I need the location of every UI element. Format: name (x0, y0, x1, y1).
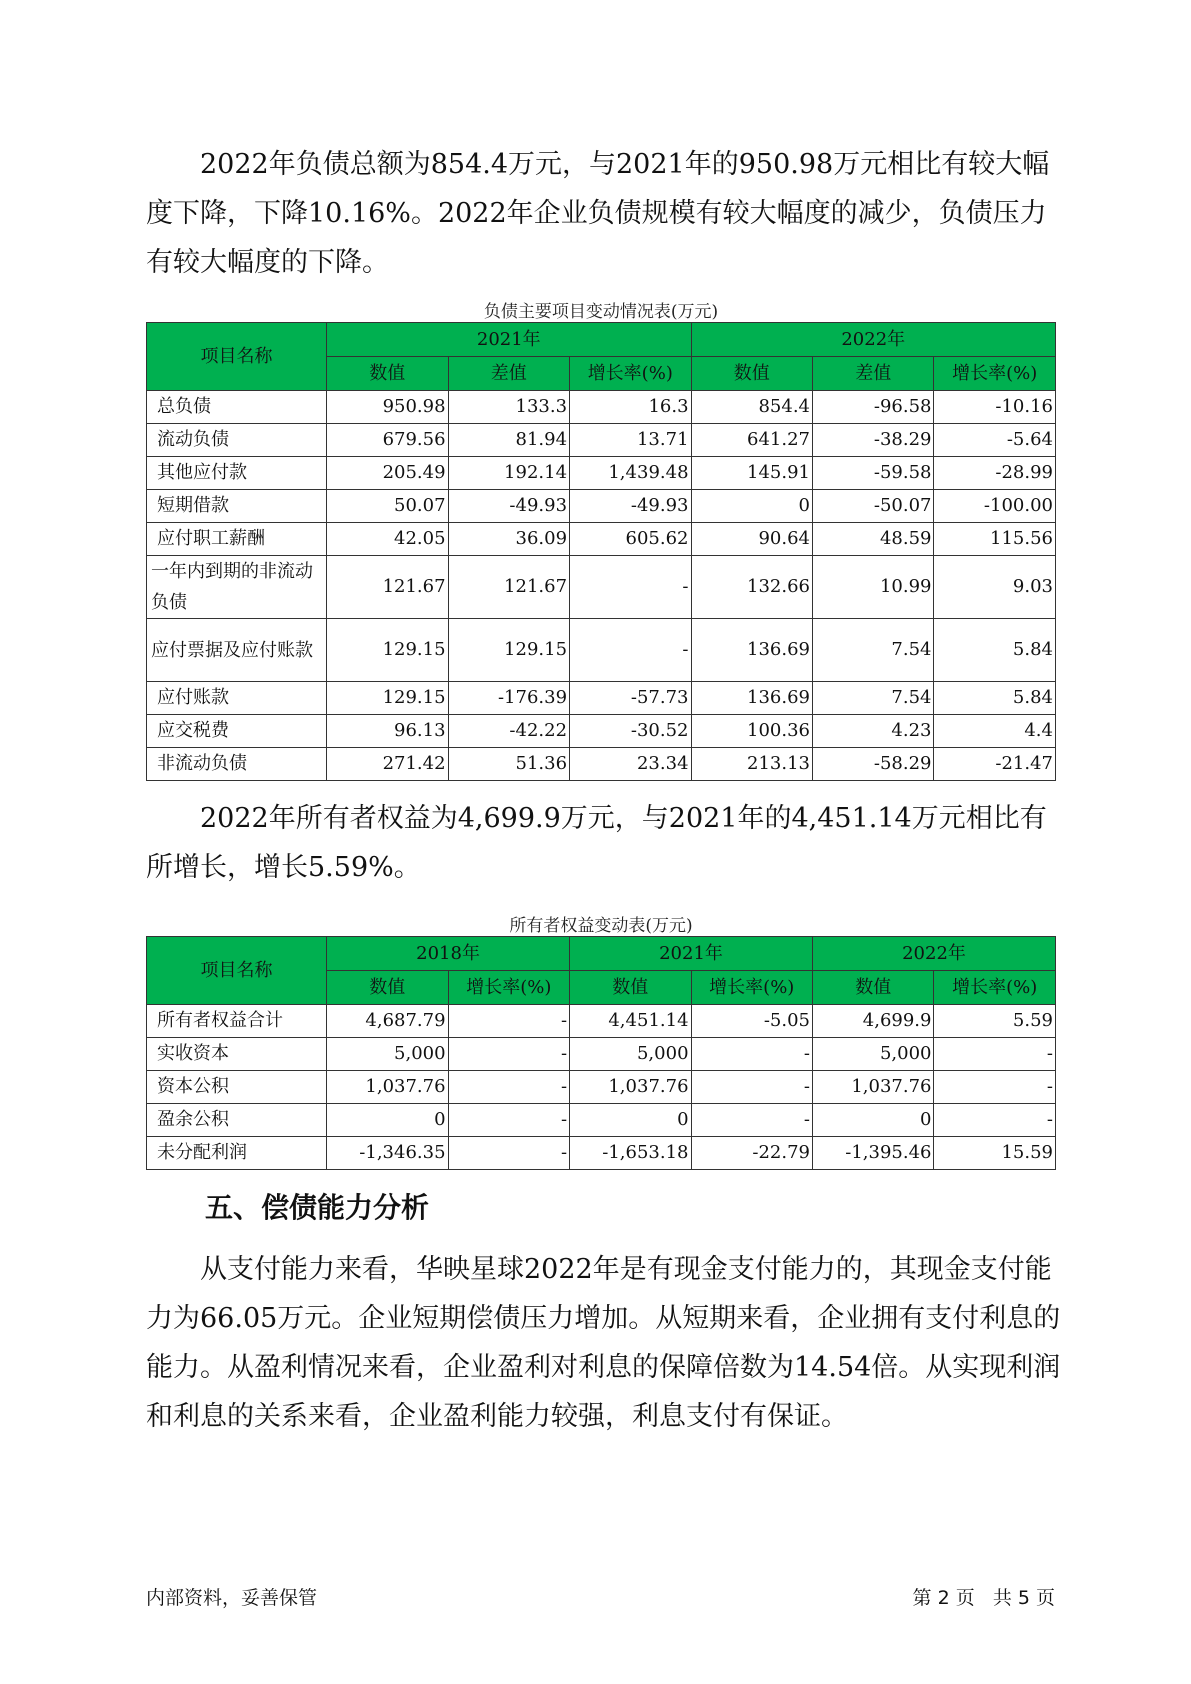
cell-value: - (934, 1071, 1056, 1104)
cell-value: 192.14 (448, 457, 569, 490)
cell-value: 5.59 (934, 1005, 1056, 1038)
table2-caption: 所有者权益变动表(万元) (509, 916, 693, 936)
cell-value: - (691, 1104, 812, 1137)
cell-value: 145.91 (691, 457, 812, 490)
debt-items-table (146, 322, 1056, 781)
cell-value: 5.84 (934, 682, 1056, 715)
paragraph-debt-summary: 2022年负债总额为854.4万元，与2021年的950.98万元相比有较大幅度下降，下降10.16%。2022年企业负债规模有较大幅度的减少，负债压力有较大幅度的下降。 (146, 149, 1050, 278)
cell-value: 679.56 (327, 424, 448, 457)
cell-value: 4.23 (813, 715, 934, 748)
cell-value: 0 (691, 490, 812, 523)
cell-value: - (448, 1137, 569, 1170)
row-label: 流动负债 (147, 424, 327, 457)
cell-value: 950.98 (327, 391, 448, 424)
cell-value: 42.05 (327, 523, 448, 556)
year-header-2018: 2018年 (327, 937, 570, 971)
cell-value: 48.59 (813, 523, 934, 556)
cell-value: - (570, 556, 691, 619)
cell-value: 100.36 (691, 715, 812, 748)
cell-value: 81.94 (448, 424, 569, 457)
cell-value: 205.49 (327, 457, 448, 490)
cell-value: -96.58 (813, 391, 934, 424)
row-label: 非流动负债 (147, 748, 327, 781)
cell-value: -1,653.18 (570, 1137, 691, 1170)
cell-value: 213.13 (691, 748, 812, 781)
cell-value: 7.54 (813, 682, 934, 715)
row-label: 应付票据及应付账款 (147, 619, 327, 682)
table-row (147, 424, 1056, 457)
table-row (147, 715, 1056, 748)
column-header: 数值 (327, 357, 448, 391)
column-header: 增长率(%) (934, 971, 1056, 1005)
cell-value: -59.58 (813, 457, 934, 490)
table-row (147, 1137, 1056, 1170)
row-label: 资本公积 (147, 1071, 327, 1104)
column-header: 差值 (813, 357, 934, 391)
cell-value: 854.4 (691, 391, 812, 424)
cell-value: 0 (813, 1104, 934, 1137)
cell-value: 5,000 (813, 1038, 934, 1071)
year-header-2021: 2021年 (570, 937, 813, 971)
cell-value: - (934, 1038, 1056, 1071)
year-header-2022: 2022年 (813, 937, 1056, 971)
cell-value: 129.15 (327, 682, 448, 715)
cell-value: 1,439.48 (570, 457, 691, 490)
cell-value: 5.84 (934, 619, 1056, 682)
footer-confidential: 内部资料，妥善保管 (146, 1587, 318, 1609)
cell-value: 96.13 (327, 715, 448, 748)
column-header: 数值 (570, 971, 691, 1005)
table-row (147, 457, 1056, 490)
cell-value: -1,395.46 (813, 1137, 934, 1170)
cell-value: -49.93 (448, 490, 569, 523)
cell-value: - (691, 1038, 812, 1071)
cell-value: -22.79 (691, 1137, 812, 1170)
cell-value: 4,451.14 (570, 1005, 691, 1038)
cell-value: 0 (327, 1104, 448, 1137)
cell-value: 129.15 (327, 619, 448, 682)
cell-value: -100.00 (934, 490, 1056, 523)
cell-value: 9.03 (934, 556, 1056, 619)
table-row (147, 391, 1056, 424)
section-heading: 五、偿债能力分析 (205, 1191, 430, 1224)
cell-value: 132.66 (691, 556, 812, 619)
cell-value: -49.93 (570, 490, 691, 523)
cell-value: -42.22 (448, 715, 569, 748)
row-label: 短期借款 (147, 490, 327, 523)
row-label: 一年内到期的非流动负债 (147, 556, 327, 619)
cell-value: 271.42 (327, 748, 448, 781)
paragraph-equity-summary: 2022年所有者权益为4,699.9万元，与2021年的4,451.14万元相比有所增长，增长5.59%。 (146, 803, 1047, 883)
column-header: 数值 (813, 971, 934, 1005)
cell-value: -176.39 (448, 682, 569, 715)
row-label: 实收资本 (147, 1038, 327, 1071)
cell-value: 115.56 (934, 523, 1056, 556)
cell-value: -30.52 (570, 715, 691, 748)
table-row (147, 1104, 1056, 1137)
cell-value: - (934, 1104, 1056, 1137)
cell-value: - (448, 1071, 569, 1104)
cell-value: 136.69 (691, 682, 812, 715)
name-header: 项目名称 (147, 937, 327, 1005)
table-row (147, 748, 1056, 781)
table-row (147, 1038, 1056, 1071)
cell-value: -50.07 (813, 490, 934, 523)
table-row (147, 619, 1056, 682)
name-header: 项目名称 (147, 323, 327, 391)
row-label: 其他应付款 (147, 457, 327, 490)
paragraph-solvency: 从支付能力来看，华映星球2022年是有现金支付能力的，其现金支付能力为66.05万元。企业短期偿债压力增加。从短期来看，企业拥有支付利息的能力。从盈利情况来看，企业盈利对利息的保障倍数为14.54倍。从实现利润和利息的关系来看，企业盈利能力较强，利息支付有保证。 (146, 1254, 1061, 1432)
table-row (147, 523, 1056, 556)
cell-value: 50.07 (327, 490, 448, 523)
cell-value: -57.73 (570, 682, 691, 715)
column-header: 增长率(%) (448, 971, 569, 1005)
cell-value: 4.4 (934, 715, 1056, 748)
cell-value: -5.05 (691, 1005, 812, 1038)
equity-table (146, 936, 1056, 1170)
cell-value: 1,037.76 (570, 1071, 691, 1104)
cell-value: 15.59 (934, 1137, 1056, 1170)
column-header: 数值 (327, 971, 448, 1005)
table-row (147, 556, 1056, 619)
table-row (147, 490, 1056, 523)
column-header: 增长率(%) (934, 357, 1056, 391)
row-label: 盈余公积 (147, 1104, 327, 1137)
cell-value: 4,699.9 (813, 1005, 934, 1038)
column-header: 增长率(%) (570, 357, 691, 391)
cell-value: 121.67 (327, 556, 448, 619)
row-label: 未分配利润 (147, 1137, 327, 1170)
cell-value: -5.64 (934, 424, 1056, 457)
row-label: 总负债 (147, 391, 327, 424)
cell-value: 5,000 (327, 1038, 448, 1071)
cell-value: - (448, 1038, 569, 1071)
row-label: 应交税费 (147, 715, 327, 748)
column-header: 差值 (448, 357, 569, 391)
row-label: 应付账款 (147, 682, 327, 715)
row-label: 应付职工薪酬 (147, 523, 327, 556)
cell-value: 129.15 (448, 619, 569, 682)
cell-value: -21.47 (934, 748, 1056, 781)
cell-value: 605.62 (570, 523, 691, 556)
cell-value: 23.34 (570, 748, 691, 781)
cell-value: - (448, 1104, 569, 1137)
cell-value: 10.99 (813, 556, 934, 619)
cell-value: 51.36 (448, 748, 569, 781)
column-header: 数值 (691, 357, 812, 391)
cell-value: 133.3 (448, 391, 569, 424)
cell-value: 1,037.76 (327, 1071, 448, 1104)
cell-value: 136.69 (691, 619, 812, 682)
cell-value: 16.3 (570, 391, 691, 424)
cell-value: 641.27 (691, 424, 812, 457)
table-row (147, 682, 1056, 715)
cell-value: -1,346.35 (327, 1137, 448, 1170)
cell-value: 90.64 (691, 523, 812, 556)
cell-value: 1,037.76 (813, 1071, 934, 1104)
cell-value: -28.99 (934, 457, 1056, 490)
cell-value: - (448, 1005, 569, 1038)
cell-value: - (570, 619, 691, 682)
cell-value: -38.29 (813, 424, 934, 457)
year-header-2022: 2022年 (691, 323, 1055, 357)
row-label: 所有者权益合计 (147, 1005, 327, 1038)
cell-value: 0 (570, 1104, 691, 1137)
cell-value: -58.29 (813, 748, 934, 781)
cell-value: -10.16 (934, 391, 1056, 424)
cell-value: 36.09 (448, 523, 569, 556)
footer-page-number: 第 2 页 共 5 页 (912, 1587, 1055, 1609)
cell-value: 4,687.79 (327, 1005, 448, 1038)
cell-value: 7.54 (813, 619, 934, 682)
cell-value: - (691, 1071, 812, 1104)
cell-value: 5,000 (570, 1038, 691, 1071)
table1-caption: 负债主要项目变动情况表(万元) (483, 302, 719, 322)
year-header-2021: 2021年 (327, 323, 691, 357)
table-row (147, 1005, 1056, 1038)
cell-value: 121.67 (448, 556, 569, 619)
table-row (147, 1071, 1056, 1104)
cell-value: 13.71 (570, 424, 691, 457)
column-header: 增长率(%) (691, 971, 812, 1005)
